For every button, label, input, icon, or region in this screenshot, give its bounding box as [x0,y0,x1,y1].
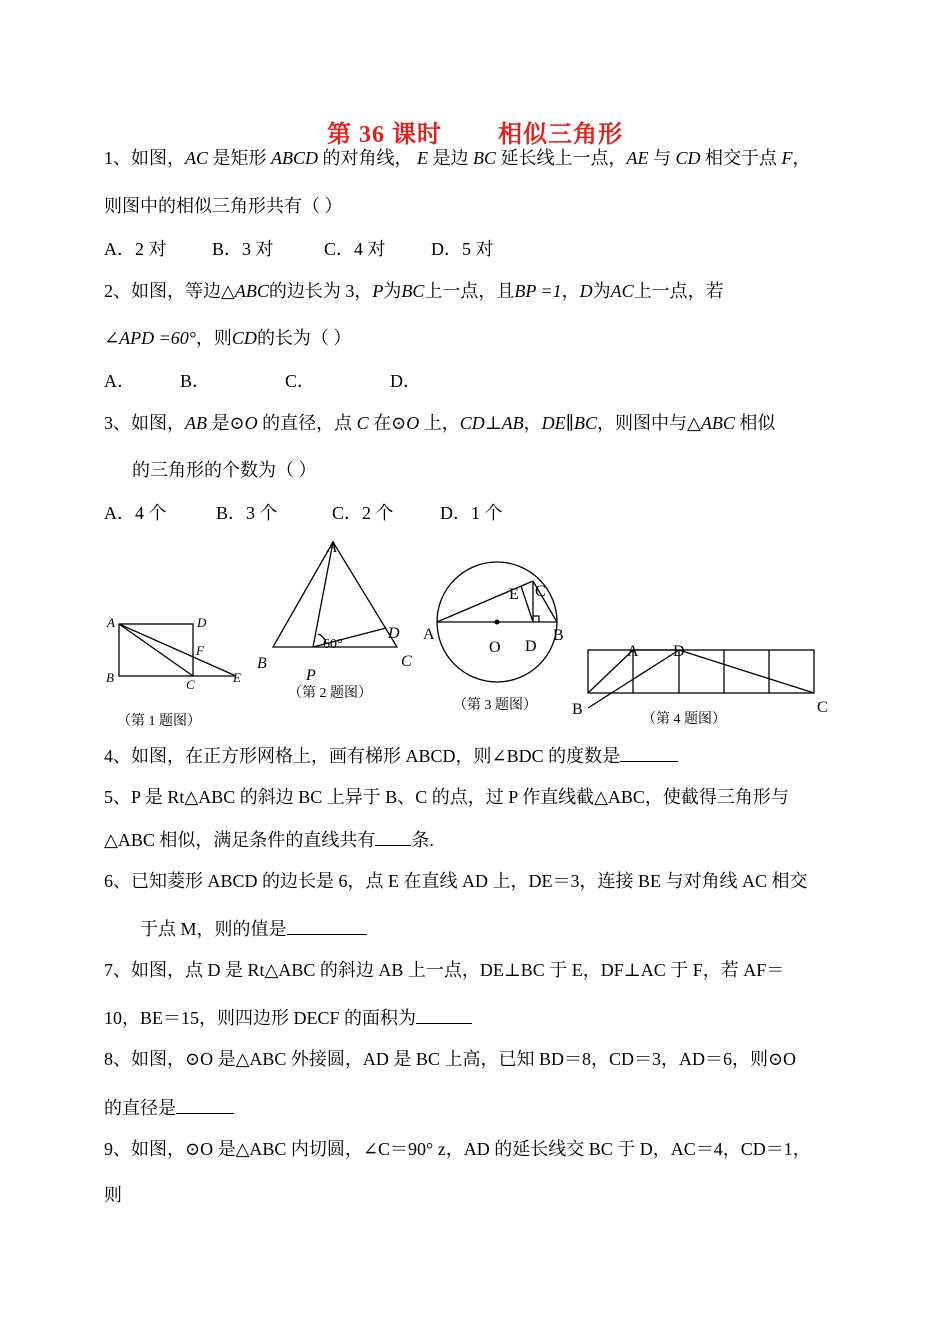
q2-option-b[interactable]: B． [180,371,211,391]
q5-answer-blank[interactable] [375,827,411,846]
q1-option-a[interactable]: A．2 对 [104,239,167,259]
fig3-label-o: O [489,639,501,656]
fig1-caption: （第 1 题图） [117,714,201,729]
q3-line2: 的三角形的个数为（ ） [132,460,317,480]
fig3-label-a: A [423,626,435,643]
q1-option-c[interactable]: C．4 对 [324,239,386,259]
fig2-label-c: C [401,653,412,670]
fig3-label-c: C [535,583,546,600]
q8-line2: 的直径是 [104,1095,234,1120]
q6-line2: 于点 M，则的值是 [140,916,367,941]
q2-line1: 2、如图，等边△ABC的边长为 3，P为BC上一点，且BP =1，D为AC上一点，若 [104,281,724,301]
q2-line2: ∠APD =60°，则CD的长为（ ） [104,328,352,348]
fig2-label-a: A [327,539,337,556]
fig2-line-ap [313,542,333,647]
fig2-label-b: B [257,655,267,672]
q1-option-d[interactable]: D．5 对 [431,239,494,259]
q3-option-c[interactable]: C．2 个 [332,503,394,523]
fig4-label-d: D [673,643,685,660]
q1-options [104,237,494,261]
fig1-label-c: C [186,677,195,692]
q4-line: 4、如图，在正方形网格上，画有梯形 ABCD，则∠BDC 的度数是 [104,743,678,768]
figures-row [0,530,950,740]
fig3-line-de [521,586,533,622]
fig2-triangle-abc [273,542,397,647]
q9-line1: 9、如图，⊙O 是△ABC 内切圆，∠C＝90° z，AD 的延长线交 BC 于 D，AC＝4，CD＝1， [104,1139,811,1159]
q3-options [104,501,503,525]
q8-line1: 8、如图，⊙O 是△ABC 外接圆，AD 是 BC 上高，已知 BD＝8，CD＝3，AD＝6，则⊙O [104,1049,797,1069]
q1-line1: 1、如图，AC 是矩形 ABCD 的对角线， E 是边 BC 延长线上一点，AE 与 CD 相交于点 F， [104,148,811,168]
q1-line2: 则图中的相似三角形共有（ ） [104,196,343,216]
page-title: 第 36 课时 相似三角形 [327,122,623,148]
fig3-label-b: B [553,627,564,644]
q3-option-a[interactable]: A．4 个 [104,503,167,523]
fig1-label-b: B [106,670,114,685]
q1-option-b[interactable]: B．3 对 [212,239,274,259]
q5-line2: △ABC 相似，满足条件的直线共有 条. [104,827,434,852]
fig4-line-dc [679,650,814,693]
q3-option-d[interactable]: D．1 个 [440,503,503,523]
figure-2 [273,542,397,647]
q3-line1: 3、如图，AB 是⊙O 的直径，点 C 在⊙O 上，CD⊥AB，DE∥BC，则图中与△ABC 相似 [104,413,776,433]
fig3-center-dot [495,620,500,625]
q4-answer-blank[interactable] [620,743,678,762]
q8-answer-blank[interactable] [176,1095,234,1114]
q9-line2: 则 [104,1185,122,1205]
q2-option-a[interactable]: A． [104,371,135,391]
fig1-label-f: F [196,643,204,658]
fig4-label-c: C [817,699,828,716]
figure-4 [588,650,814,708]
fig4-label-a: A [627,643,639,660]
fig3-label-d: D [525,638,537,655]
q2-option-c[interactable]: C． [285,371,316,391]
q2-option-d[interactable]: D． [390,371,421,391]
fig1-label-a: A [107,615,115,630]
q7-line2: 10，BE＝15，则四边形 DECF 的面积为 [104,1005,472,1030]
fig3-label-e: E [509,586,519,603]
q3-option-b[interactable]: B．3 个 [216,503,278,523]
q6-answer-blank[interactable] [287,916,367,935]
q5-line1: 5、P 是 Rt△ABC 的斜边 BC 上异于 B、C 的点，过 P 作直线截△ABC，使截得三角形与 [104,787,789,807]
q6-line1: 6、已知菱形 ABCD 的边长是 6，点 E 在直线 AD 上，DE＝3，连接 BE 与对角线 AC 相交 [104,871,808,891]
fig2-label-p: P [306,667,316,684]
fig3-right-angle-mark [533,616,539,622]
q7-line1: 7、如图，点 D 是 Rt△ABC 的斜边 AB 上一点，DE⊥BC 于 E，DF⊥AC 于 F，若 AF＝ [104,960,785,980]
fig2-caption: （第 2 题图） [288,686,372,701]
q7-answer-blank[interactable] [416,1005,472,1024]
fig1-line-ae [119,624,236,676]
fig1-label-e: E [233,670,241,685]
fig1-diagonal-ac [119,624,193,676]
fig2-label-d: D [388,625,400,642]
fig4-caption: （第 4 题图） [642,712,726,727]
fig2-angle-label: 60° [323,637,343,652]
fig4-label-b: B [572,701,583,718]
q2-options [104,369,421,393]
fig3-caption: （第 3 题图） [453,698,537,713]
fig1-label-d: D [197,615,207,630]
figure-1 [119,624,236,676]
